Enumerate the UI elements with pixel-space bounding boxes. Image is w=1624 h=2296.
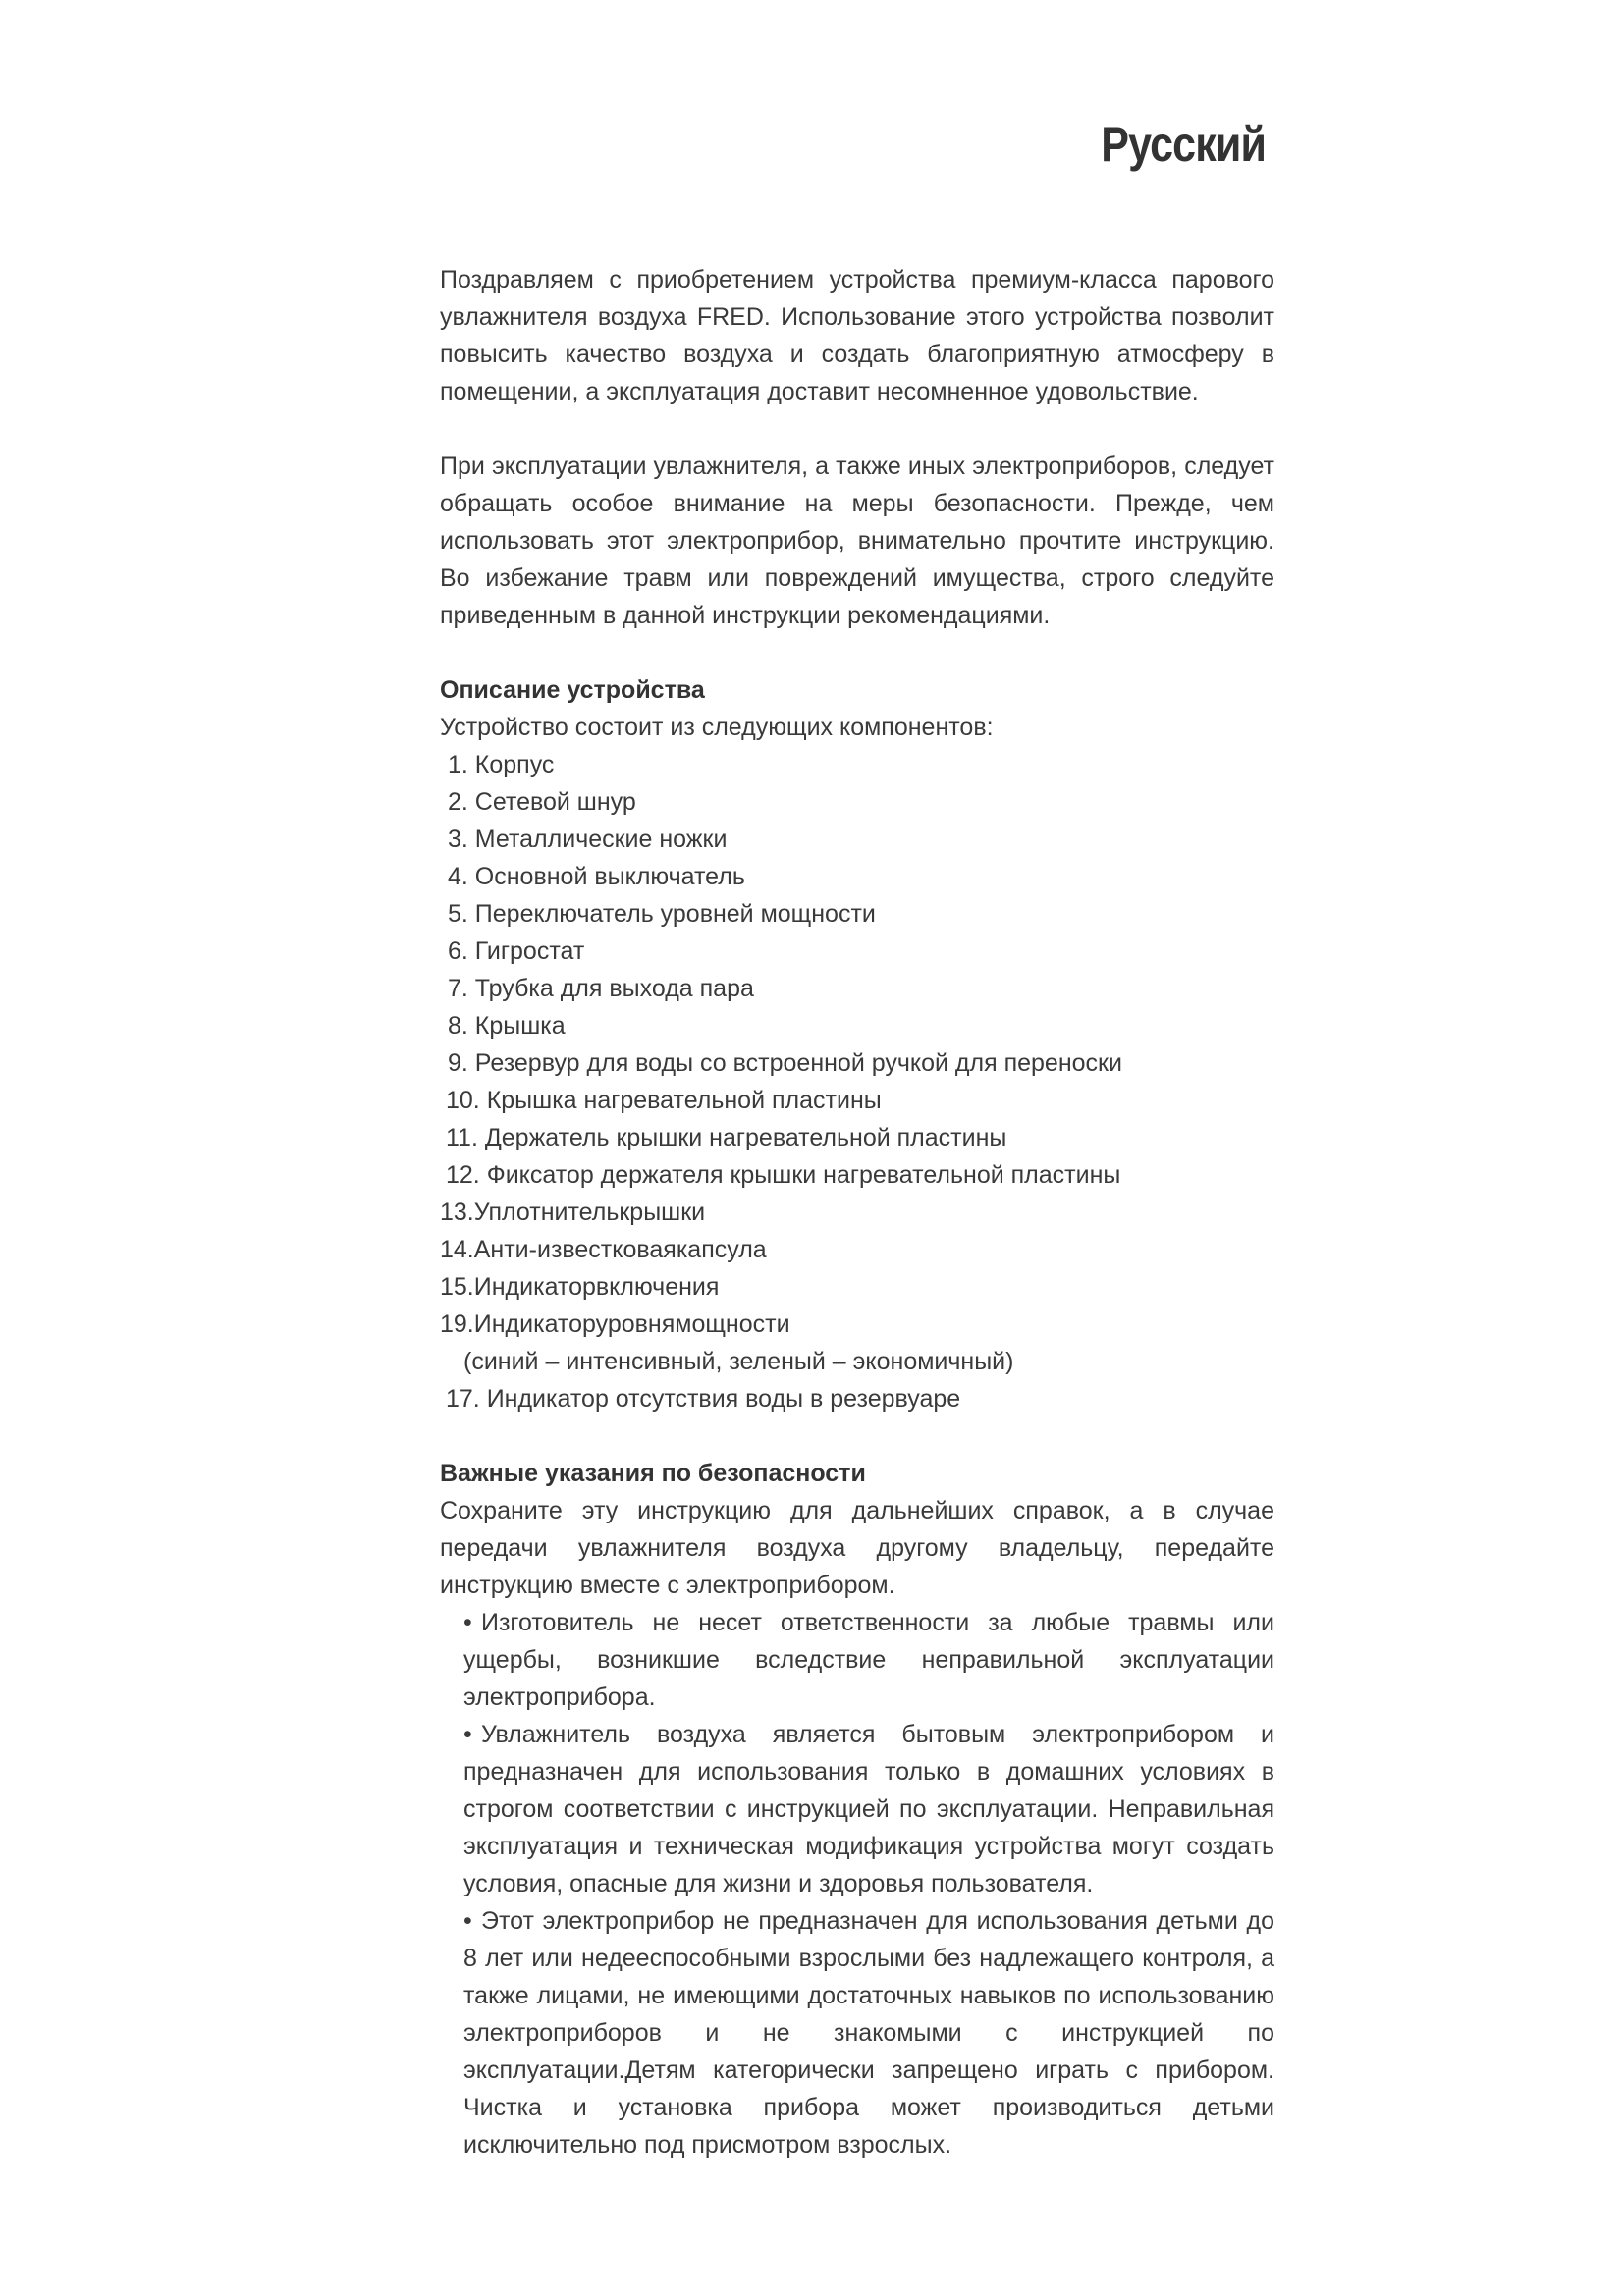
page-title: Русский: [1101, 117, 1266, 172]
list-item: 13.Уплотнителькрышки: [440, 1199, 706, 1226]
list-item-note: (синий – интенсивный, зеленый – экономичный): [463, 1348, 1014, 1375]
list-item: 5. Переключатель уровней мощности: [448, 900, 876, 928]
bullet-item: [463, 1716, 1274, 1902]
list-item: 8. Крышка: [448, 1012, 566, 1040]
bullet-icon: •: [463, 1907, 472, 1935]
safety-intro-paragraph: При эксплуатации увлажнителя, а также иных электроприборов, следует обращать особое внимание на меры безопасности. Прежде, чем использовать этот электроприбор, внимательно прочтите инструкцию. Во избежание травм или повреждений имущества, строго следуйте приведенным в данной инструкции рекомендациями.: [440, 453, 1274, 629]
description-lead: Устройство состоит из следующих компонентов:: [440, 714, 994, 741]
list-item: 6. Гигростат: [448, 937, 585, 965]
safety-heading: Важные указания по безопасности: [440, 1460, 866, 1487]
list-item: 17. Индикатор отсутствия воды в резервуаре: [446, 1385, 961, 1413]
safety-bullets: [440, 1604, 1274, 2163]
safety-lead: Сохраните эту инструкцию для дальнейших справок, а в случае передачи увлажнителя воздуха другому владельцу, передайте инструкцию вместе с электроприбором.: [440, 1497, 1274, 1599]
list-item: 19.Индикаторуровнямощности: [440, 1310, 790, 1338]
bullet-icon: •: [463, 1721, 472, 1748]
bullet-text: Изготовитель не несет ответственности за любые травмы или ущербы, возникшие вследствие неправильной эксплуатации электроприбора.: [463, 1609, 1274, 1711]
bullet-text: Этот электроприбор не предназначен для использования детьми до 8 лет или недееспособными взрослыми без надлежащего контроля, а также лицами, не имеющими достаточных навыков по использованию электроприборов и не знакомыми с инструкцией по эксплуатации.Детям категорически запрещено играть с прибором. Чистка и установка прибора может производиться детьми исключительно под присмотром взрослых.: [463, 1907, 1274, 2159]
list-item: 2. Сетевой шнур: [448, 788, 636, 816]
list-item: 3. Металлические ножки: [448, 826, 728, 853]
list-item: 1. Корпус: [448, 751, 555, 778]
bullet-item: [463, 1902, 1274, 2163]
bullet-item: [463, 1604, 1274, 1716]
list-item: 15.Индикаторвключения: [440, 1273, 720, 1301]
intro-paragraph: Поздравляем с приобретением устройства премиум-класса парового увлажнителя воздуха FRED. Использование этого устройства позволит повысить качество воздуха и создать благоприятную атмосферу в помещении, а эксплуатация доставит несомненное удовольствие.: [440, 266, 1274, 405]
list-item: 4. Основной выключатель: [448, 863, 745, 890]
components-list: [440, 746, 1274, 1417]
list-item: 11. Держатель крышки нагревательной пластины: [446, 1124, 1007, 1151]
list-item: 12. Фиксатор держателя крышки нагревательной пластины: [446, 1161, 1121, 1189]
list-item: 14.Анти-известковаякапсула: [440, 1236, 767, 1263]
document-body: [440, 261, 1274, 2163]
bullet-text: Увлажнитель воздуха является бытовым электроприбором и предназначен для использования только в домашних условиях в строгом соответствии с инструкцией по эксплуатации. Неправильная эксплуатация и техническая модификация устройства могут создать условия, опасные для жизни и здоровья пользователя.: [463, 1721, 1274, 1897]
list-item: 7. Трубка для выхода пара: [448, 975, 754, 1002]
list-item: 9. Резервур для воды со встроенной ручкой для переноски: [448, 1049, 1122, 1077]
description-heading: Описание устройства: [440, 676, 705, 704]
bullet-icon: •: [463, 1609, 472, 1636]
list-item: 10. Крышка нагревательной пластины: [446, 1087, 882, 1114]
